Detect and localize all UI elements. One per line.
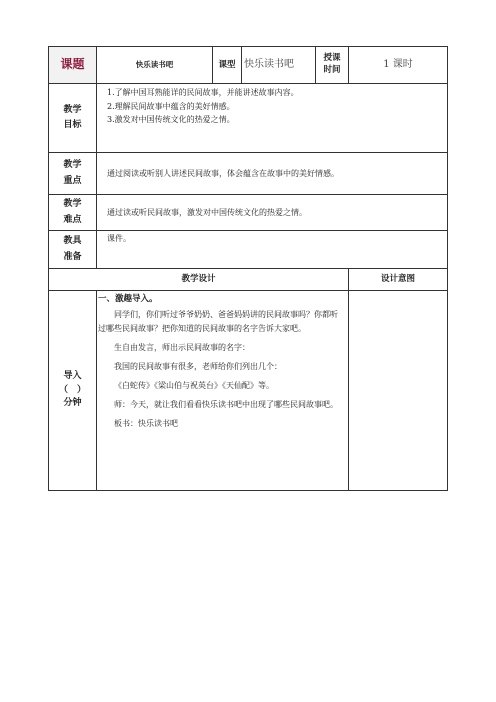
goals-content-cell [97, 84, 448, 153]
intro-label-line-3: 分钟 [63, 398, 82, 409]
type-value: 快乐读书吧 [244, 58, 294, 70]
intro-content-cell [97, 291, 349, 491]
topic-value: 快乐读书吧 [135, 59, 174, 69]
design-header-cell [49, 269, 349, 291]
intro-paragraph-2: 生自由发言，师出示民间故事的名字： [114, 343, 250, 353]
materials-text: 课件。 [107, 234, 131, 243]
difficulties-label-cell [49, 195, 97, 231]
goals-label-line-2: 目标 [63, 120, 82, 130]
type-value-cell [242, 47, 316, 84]
materials-label-line-2: 准备 [63, 251, 82, 262]
intro-label-cell [49, 291, 97, 491]
difficulties-content-cell [97, 195, 448, 231]
difficulties-label-line-2: 难点 [63, 214, 82, 225]
time-label-line-2: 时间 [323, 65, 341, 75]
goals-label-cell [49, 84, 97, 153]
type-label: 课型 [218, 59, 236, 70]
materials-row [49, 231, 448, 269]
goal-item-3: 3.激发对中国传统文化的热爱之情。 [107, 115, 235, 125]
time-label-cell [316, 47, 349, 84]
intent-header-cell [349, 269, 448, 291]
difficulties-row [49, 195, 448, 231]
intro-intent-cell [349, 291, 448, 491]
materials-label-line-1: 教具 [63, 236, 82, 247]
intro-paragraph-6: 板书：快乐读书吧 [114, 419, 178, 429]
time-value: 1 课时 [383, 58, 413, 70]
goals-row [49, 84, 448, 153]
key-points-row [49, 153, 448, 195]
design-header-row [49, 269, 448, 291]
materials-content-cell [97, 231, 448, 269]
goals-label-line-1: 教学 [63, 104, 82, 115]
intent-header: 设计意图 [380, 274, 415, 285]
type-label-cell [213, 47, 242, 84]
topic-value-cell [97, 47, 213, 84]
key-points-text: 通过阅读或听别人讲述民间故事，体会蕴含在故事中的美好情感。 [107, 168, 339, 178]
intro-paragraph-1: 同学们，你们听过爷爷奶奶、爸爸妈妈讲的民间故事吗？你都听过哪些民间故事？把你知道的民间故事的名字告诉大家吧。 [98, 310, 338, 334]
intro-paragraph-5: 师：今天，就让我们看看快乐读书吧中出现了哪些民间故事吧。 [114, 400, 338, 410]
intro-label-line-2: （ ） [58, 384, 86, 395]
intro-heading: 一、激趣导入。 [98, 294, 158, 304]
intro-paragraph-3: 我国的民间故事有很多，老师给你们列出几个： [114, 362, 282, 372]
goal-item-1: 1.了解中国耳熟能详的民间故事，并能讲述故事内容。 [107, 88, 299, 97]
design-header: 教学设计 [181, 274, 216, 285]
difficulties-text: 通过读或听民间故事，激发对中国传统文化的热爱之情。 [107, 207, 307, 217]
time-value-cell [349, 47, 448, 84]
header-row [49, 47, 448, 84]
key-points-content-cell [97, 153, 448, 195]
difficulties-label-line-1: 教学 [63, 199, 82, 210]
intro-paragraph-4: 《白蛇传》《梁山伯与祝英台》《天仙配》等。 [114, 381, 274, 391]
lesson-plan-table [48, 46, 448, 491]
key-points-label-line-2: 重点 [63, 175, 82, 186]
topic-label-cell [49, 47, 97, 84]
goal-item-2: 2.理解民间故事中蕴含的美好情感。 [107, 101, 235, 111]
materials-label-cell [49, 231, 97, 269]
intro-row [49, 291, 448, 491]
key-points-label-line-1: 教学 [63, 160, 82, 171]
topic-label: 课题 [60, 57, 85, 72]
intro-label-line-1: 导入 [63, 371, 82, 382]
key-points-label-cell [49, 153, 97, 195]
time-label-line-1: 授课 [323, 53, 341, 64]
